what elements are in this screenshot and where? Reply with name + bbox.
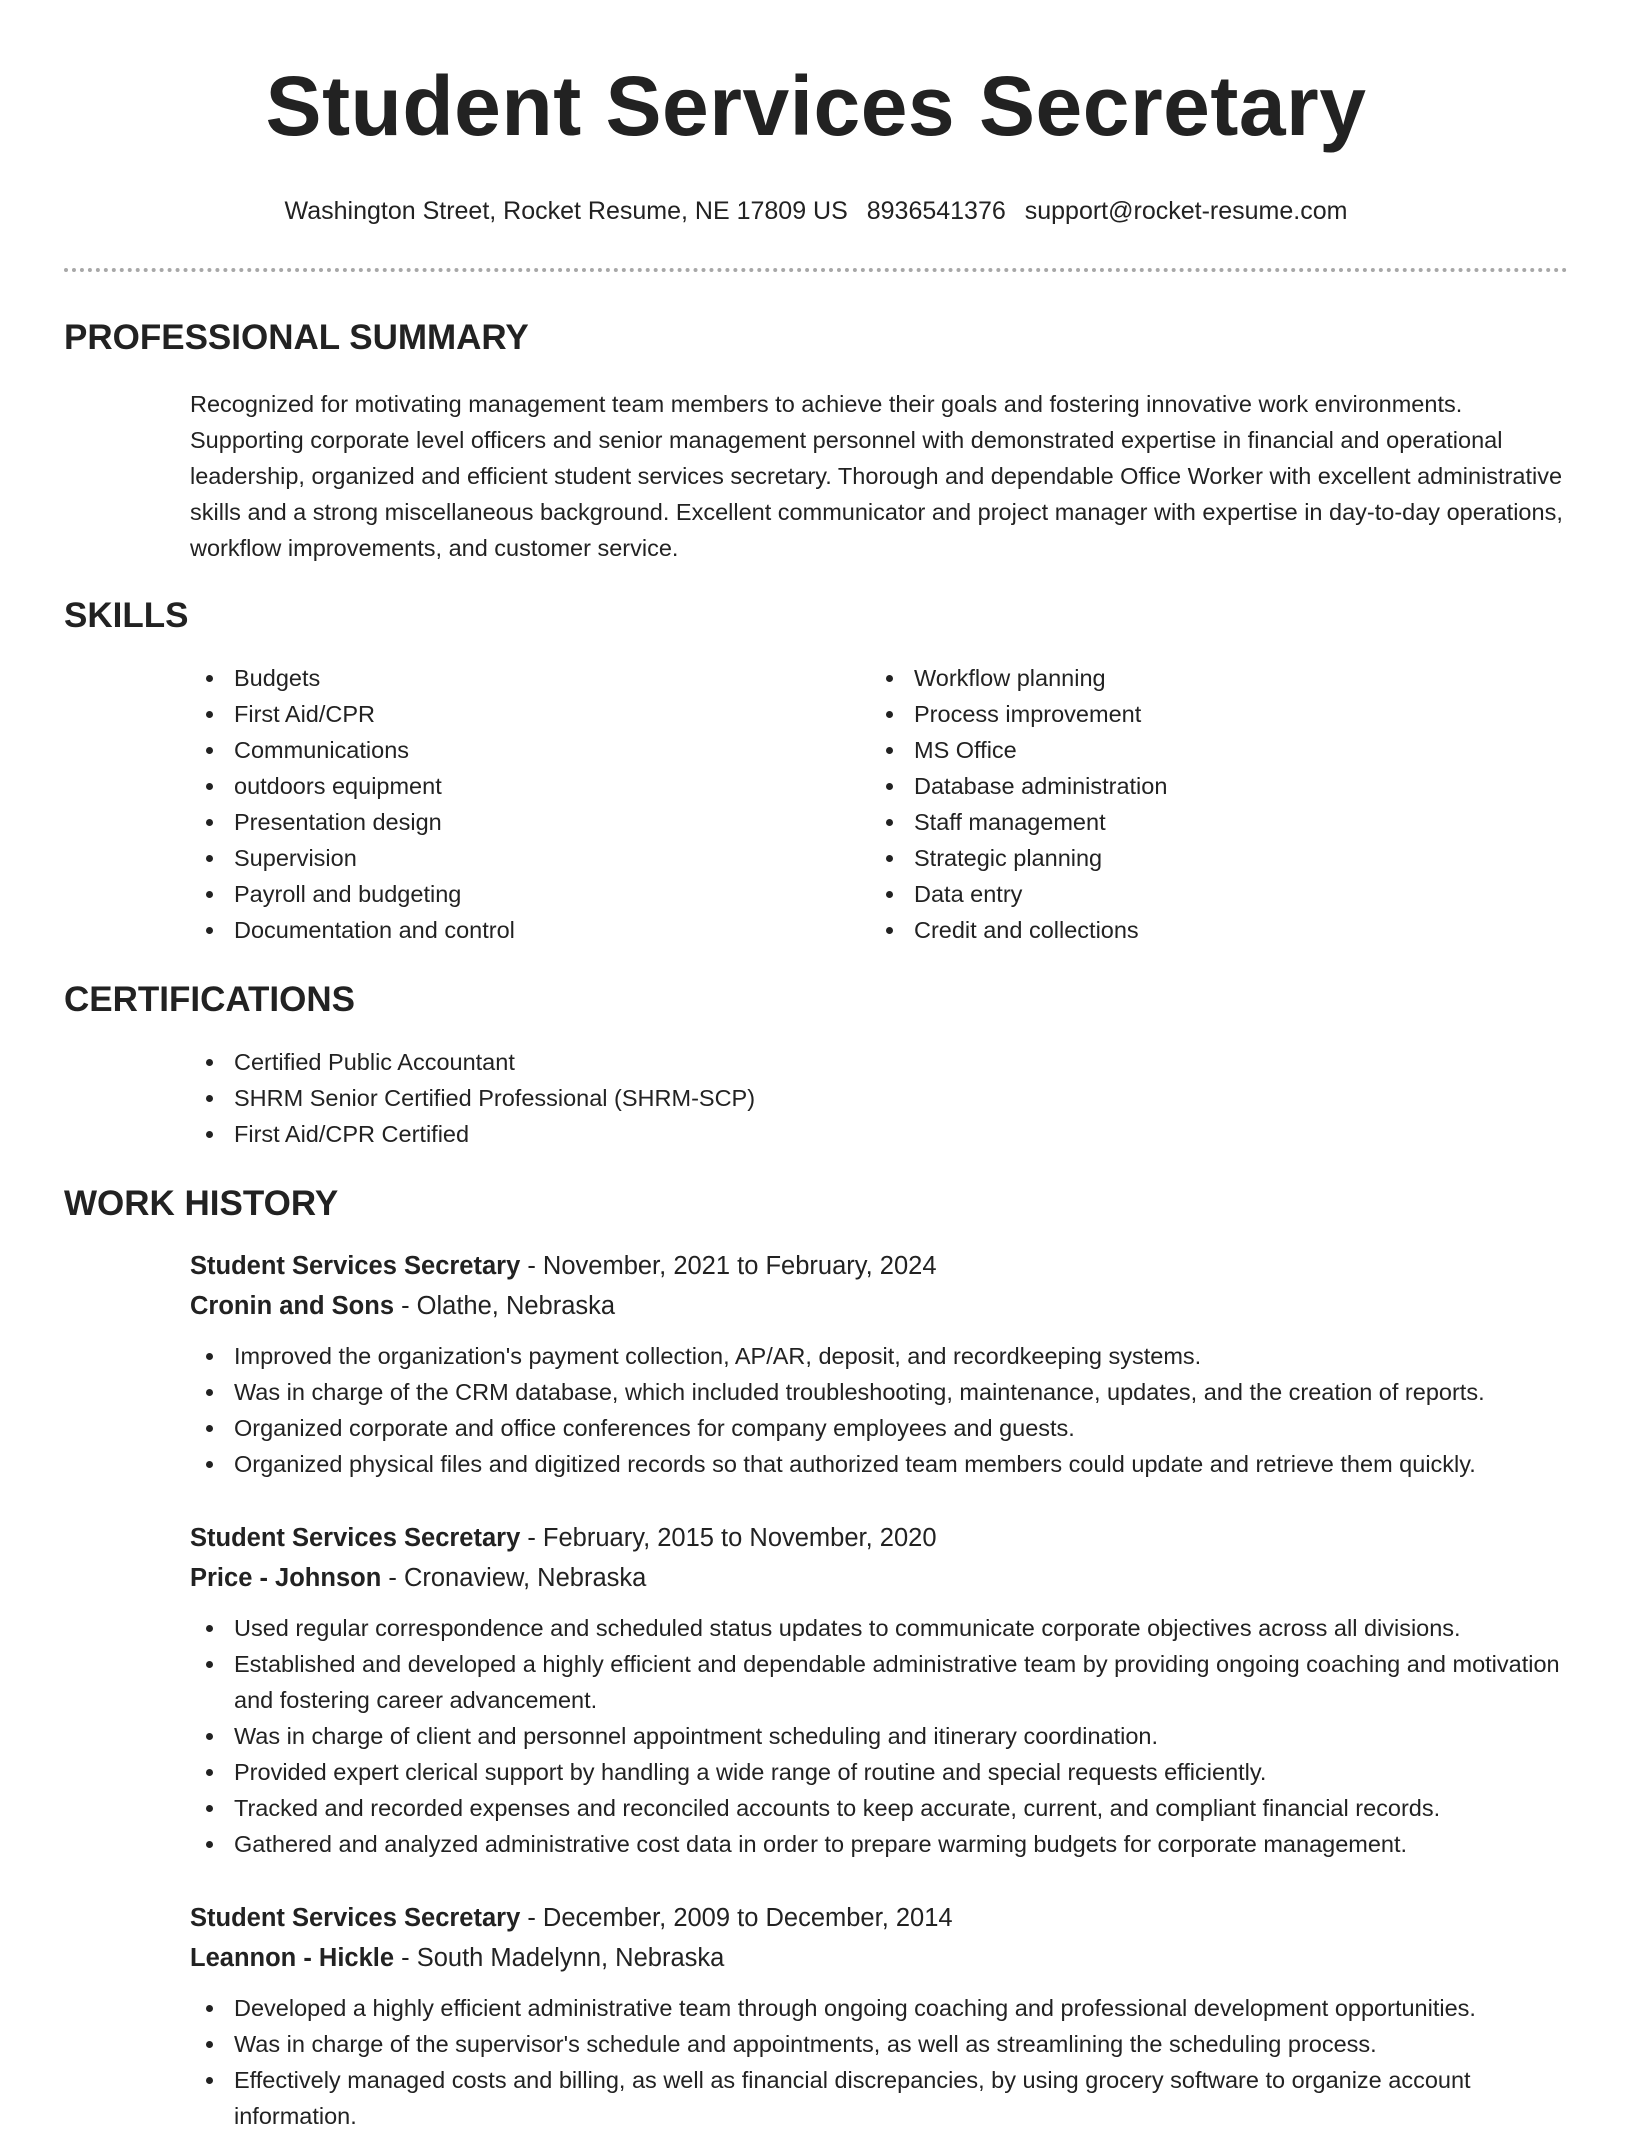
job-role: Student Services Secretary [190,1904,521,1932]
job-location: - Olathe, Nebraska [394,1292,616,1320]
job-entry [190,1246,1568,1482]
job-role: Student Services Secretary [190,1252,521,1280]
skill-item: Payroll and budgeting [190,876,870,912]
skill-item: Data entry [870,876,1550,912]
job-company-line [190,1286,1568,1326]
job-bullets [190,1990,1568,2134]
job-bullet: Was in charge of the supervisor's schedule and appointments, as well as streamlining the scheduling process. [190,2026,1568,2062]
job-dates: - February, 2015 to November, 2020 [520,1524,937,1552]
job-dates: - December, 2009 to December, 2014 [520,1904,953,1932]
skills-column-right [870,660,1550,948]
resume-header [64,0,1568,226]
job-bullet: Established and developed a highly efficient and dependable administrative team by providing ongoing coaching and motivation and fostering career advancement. [190,1646,1568,1718]
job-bullet: Was in charge of the CRM database, which included troubleshooting, maintenance, updates, and the creation of reports. [190,1374,1568,1410]
skill-item: Strategic planning [870,840,1550,876]
summary-text: Recognized for motivating management team members to achieve their goals and fostering innovative work environments. Supporting corporate level officers and senior management personnel with demonstrated expertise in financial and operational leadership, organized and efficient student services secretary. Thorough and dependable Office Worker with excellent administrative skills and a strong miscellaneous background. Excellent communicator and project manager with expertise in day-to-day operations, workflow improvements, and customer service. [190,391,1563,561]
job-bullet: Organized corporate and office conferences for company employees and guests. [190,1410,1568,1446]
job-title-line [190,1518,1568,1558]
skill-item: Supervision [190,840,870,876]
job-entry [190,1518,1568,1862]
skills-list [190,660,1568,948]
skill-item: outdoors equipment [190,768,870,804]
candidate-name: Student Services Secretary [265,59,1367,153]
contact-address: Washington Street, Rocket Resume, NE 17809 US [284,197,848,225]
job-location: - Cronaview, Nebraska [381,1564,647,1592]
contact-line [64,196,1568,226]
skill-item: Workflow planning [870,660,1550,696]
job-bullet: Effectively managed costs and billing, as well as financial discrepancies, by using grocery software to organize account information. [190,2062,1568,2134]
skill-item: Presentation design [190,804,870,840]
certifications-list [190,1044,1568,1152]
skill-item: Credit and collections [870,912,1550,948]
job-bullet: Developed a highly efficient administrative team through ongoing coaching and professional development opportunities. [190,1990,1568,2026]
job-company: Price - Johnson [190,1564,382,1592]
job-bullet: Improved the organization's payment collection, AP/AR, deposit, and recordkeeping systems. [190,1338,1568,1374]
summary-heading: PROFESSIONAL SUMMARY [64,318,529,357]
work-history-heading: WORK HISTORY [64,1184,339,1223]
job-bullets [190,1610,1568,1862]
skill-item: First Aid/CPR [190,696,870,732]
certification-item: SHRM Senior Certified Professional (SHRM-SCP) [190,1080,1568,1116]
certifications-heading: CERTIFICATIONS [64,980,356,1019]
job-dates: - November, 2021 to February, 2024 [520,1252,937,1280]
job-bullet: Was in charge of client and personnel appointment scheduling and itinerary coordination. [190,1718,1568,1754]
skills-heading: SKILLS [64,596,189,635]
skill-item: Staff management [870,804,1550,840]
job-company-line [190,1938,1568,1978]
contact-email: support@rocket-resume.com [1024,197,1348,225]
job-role: Student Services Secretary [190,1524,521,1552]
skill-item: Documentation and control [190,912,870,948]
job-bullets [190,1338,1568,1482]
skill-item: Communications [190,732,870,768]
job-bullet: Provided expert clerical support by handling a wide range of routine and special requests efficiently. [190,1754,1568,1790]
job-company: Leannon - Hickle [190,1944,395,1972]
job-bullet: Tracked and recorded expenses and reconciled accounts to keep accurate, current, and compliant financial records. [190,1790,1568,1826]
job-title-line [190,1898,1568,1938]
job-bullet: Used regular correspondence and scheduled status updates to communicate corporate objectives across all divisions. [190,1610,1568,1646]
header-divider [64,268,1568,272]
job-bullet: Organized physical files and digitized records so that authorized team members could update and retrieve them quickly. [190,1446,1568,1482]
job-company-line [190,1558,1568,1598]
skills-column-left [190,660,870,948]
contact-phone: 8936541376 [866,197,1006,225]
job-company: Cronin and Sons [190,1292,394,1320]
job-entry [190,1898,1568,2134]
skill-item: Budgets [190,660,870,696]
job-bullet: Gathered and analyzed administrative cost data in order to prepare warming budgets for corporate management. [190,1826,1568,1862]
certification-item: First Aid/CPR Certified [190,1116,1568,1152]
certification-item: Certified Public Accountant [190,1044,1568,1080]
skill-item: Database administration [870,768,1550,804]
job-location: - South Madelynn, Nebraska [394,1944,725,1972]
skill-item: Process improvement [870,696,1550,732]
job-title-line [190,1246,1568,1286]
skill-item: MS Office [870,732,1550,768]
